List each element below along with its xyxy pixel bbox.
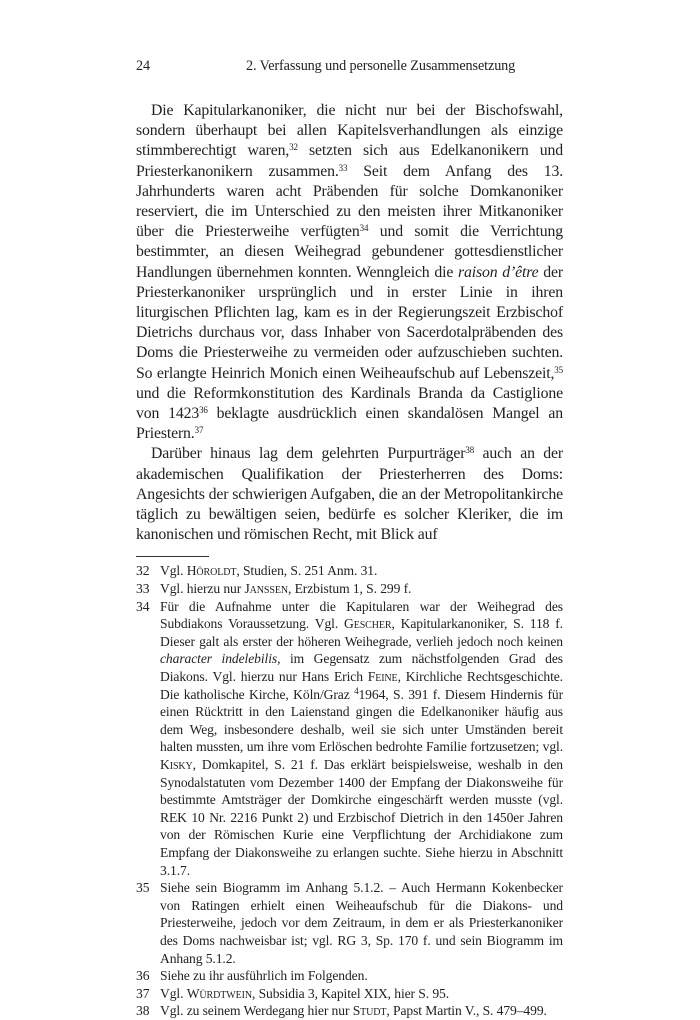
footnotes	[136, 562, 563, 1019]
italic-term: raison d’être	[457, 263, 539, 281]
page-number: 24	[136, 58, 150, 74]
footnote-ref-34[interactable]: 34	[359, 223, 369, 234]
footnote-number: 35	[136, 880, 150, 896]
paragraph-2: Darüber hinaus lag dem gelehrten Purpurträger$^{38}$ auch an der akademischen Qualifikation der Priesterherren des Doms: Angesichts der schwierigen Aufgaben, die an der Metropolitankirche täglich zu bewältigen seien, bedürfe es solcher Kleriker, die im kanonischen und römischen Recht, mit Blick auf	[136, 445, 563, 544]
author-name: Studt	[352, 1003, 387, 1019]
footnote-36: 36 Siehe zu ihr ausführlich im Folgenden.	[136, 968, 368, 984]
author-name: Feine	[367, 669, 398, 685]
author-name: Janssen	[244, 581, 288, 597]
footnote-number: 32	[136, 563, 150, 579]
author-name: Würdtwein	[186, 985, 252, 1001]
footnote-number: 33	[136, 581, 150, 597]
footnote-33: 33 Vgl. hierzu nur Janssen, Erzbistum 1, S. 299 f.	[136, 581, 412, 597]
paragraph-1: Die Kapitularkanoniker, die nicht nur bei der Bischofswahl, sondern überhaupt bei allen Kapitelsverhandlungen als einzige stimmberechtigt waren,$^{32}$ setzten sich aus Edelkanonikern und Priesterkanonikern zusammen.$^{33}$ Seit dem Anfang des 13. Jahrhunderts waren acht Präbenden für solche Domkanoniker reserviert, die im Unterschied zu den meisten ihrer Mitkanoniker über die Priesterweihe verfügten$^{34}$ und somit die Verrichtung bestimmter, an diesen Weihegrad gebundener gottesdienstlicher Handlungen übernehmen konnten. Wenngleich die raison d’être der Priesterkanoniker ursprünglich und in erster Linie in ihren liturgischen Pflichten lag, kam es in der Regierungszeit Erzbischof Dietrichs durchaus vor, dass Inhaber von Sacerdotalpräbenden des Doms die Priesterweihe zu vermeiden oder aufzuschieben suchten. So erlangte Heinrich Monich einen Weiheaufschub auf Lebenszeit,$^{35}$ und die Reformkonstitution des Kardinals Branda da Castiglione von 1423$^{36}$ beklagte ausdrücklich einen skandalösen Mangel an Priestern.$^{37}$	[136, 102, 563, 443]
footnote-35: 35 Siehe sein Biogramm im Anhang 5.1.2. – Auch Hermann Kokenbecker von Ratingen erhielt einen Weiheaufschub für die Diakons- und Priesterweihe, jedoch vor dem Zeitraum, in dem er als Priesterkanoniker des Doms nachweisbar ist; vgl. RG 3, Sp. 170 f. und sein Biogramm im Anhang 5.1.2.	[136, 880, 563, 966]
footnote-divider	[136, 556, 209, 557]
book-page	[136, 58, 563, 1020]
edition-number: 4	[354, 685, 359, 696]
footnote-number: 36	[136, 968, 150, 984]
author-name: Höroldt	[186, 563, 237, 579]
footnote-ref-32[interactable]: 32	[289, 142, 298, 153]
footnote-38: 38 Vgl. zu seinem Werdegang hier nur Studt, Papst Martin V., S. 479–499.	[136, 1003, 547, 1019]
chapter-title: 2. Verfassung und personelle Zusammensetzung	[246, 58, 516, 74]
footnote-ref-37[interactable]: 37	[194, 425, 204, 436]
footnote-34: 34 Für die Aufnahme unter die Kapitularen war der Weihegrad des Subdiakons Voraussetzung. Vgl. Gescher, Kapitularkanoniker, S. 118 f. Dieser galt als erster der höheren Weihegrade, verlieh jedoch noch keinen character indelebilis, im Gegensatz zum nächstfolgenden Grad des Diakons. Vgl. hierzu nur Hans Erich Feine, Kirchliche Rechtsgeschichte. Die katholische Kirche, Köln/Graz $^4$1964, S. 391 f. Diesem Hindernis für einen Rücktritt in den Laienstand gingen die Edelkanoniker häufig aus dem Weg, insbesondere deshalb, weil sie sich unter Umständen bereit halten mussten, um ihre vom Erlöschen bedrohte Familie fortzusetzen; vgl. Kisky, Domkapitel, S. 21 f. Das erklärt beispielsweise, weshalb in den Synodalstatuten vom Dezember 1400 der Empfang der Diakonsweihe für bestimmte Amtsträger der Domkirche eingeschärft werden musste (vgl. REK 10 Nr. 2216 Punkt 2) und Erzbischof Dietrich in den 1450er Jahren von der Römischen Kurie eine Verpflichtung der Archidiakone zum Empfang der Diakonsweihe zu erlangen suchte. Siehe hierzu in Abschnitt 3.1.7.	[136, 598, 563, 878]
footnote-32: 32 Vgl. Höroldt, Studien, S. 251 Anm. 31.	[136, 563, 378, 579]
author-name: Kisky	[160, 757, 193, 772]
footnote-37: 37 Vgl. Würdtwein, Subsidia 3, Kapitel XIX, hier S. 95.	[136, 985, 450, 1001]
footnote-ref-35[interactable]: 35	[554, 364, 563, 375]
footnote-ref-36[interactable]: 36	[199, 405, 208, 416]
footnote-number: 37	[136, 985, 150, 1001]
footnote-number: 34	[136, 598, 150, 614]
main-text	[136, 101, 563, 545]
italic-term: character indelebilis	[160, 651, 278, 667]
footnote-ref-38[interactable]: 38	[465, 445, 475, 456]
author-name: Gescher	[344, 616, 392, 632]
footnote-number: 38	[136, 1003, 150, 1019]
footnote-ref-33[interactable]: 33	[338, 162, 348, 173]
running-header	[136, 58, 563, 82]
